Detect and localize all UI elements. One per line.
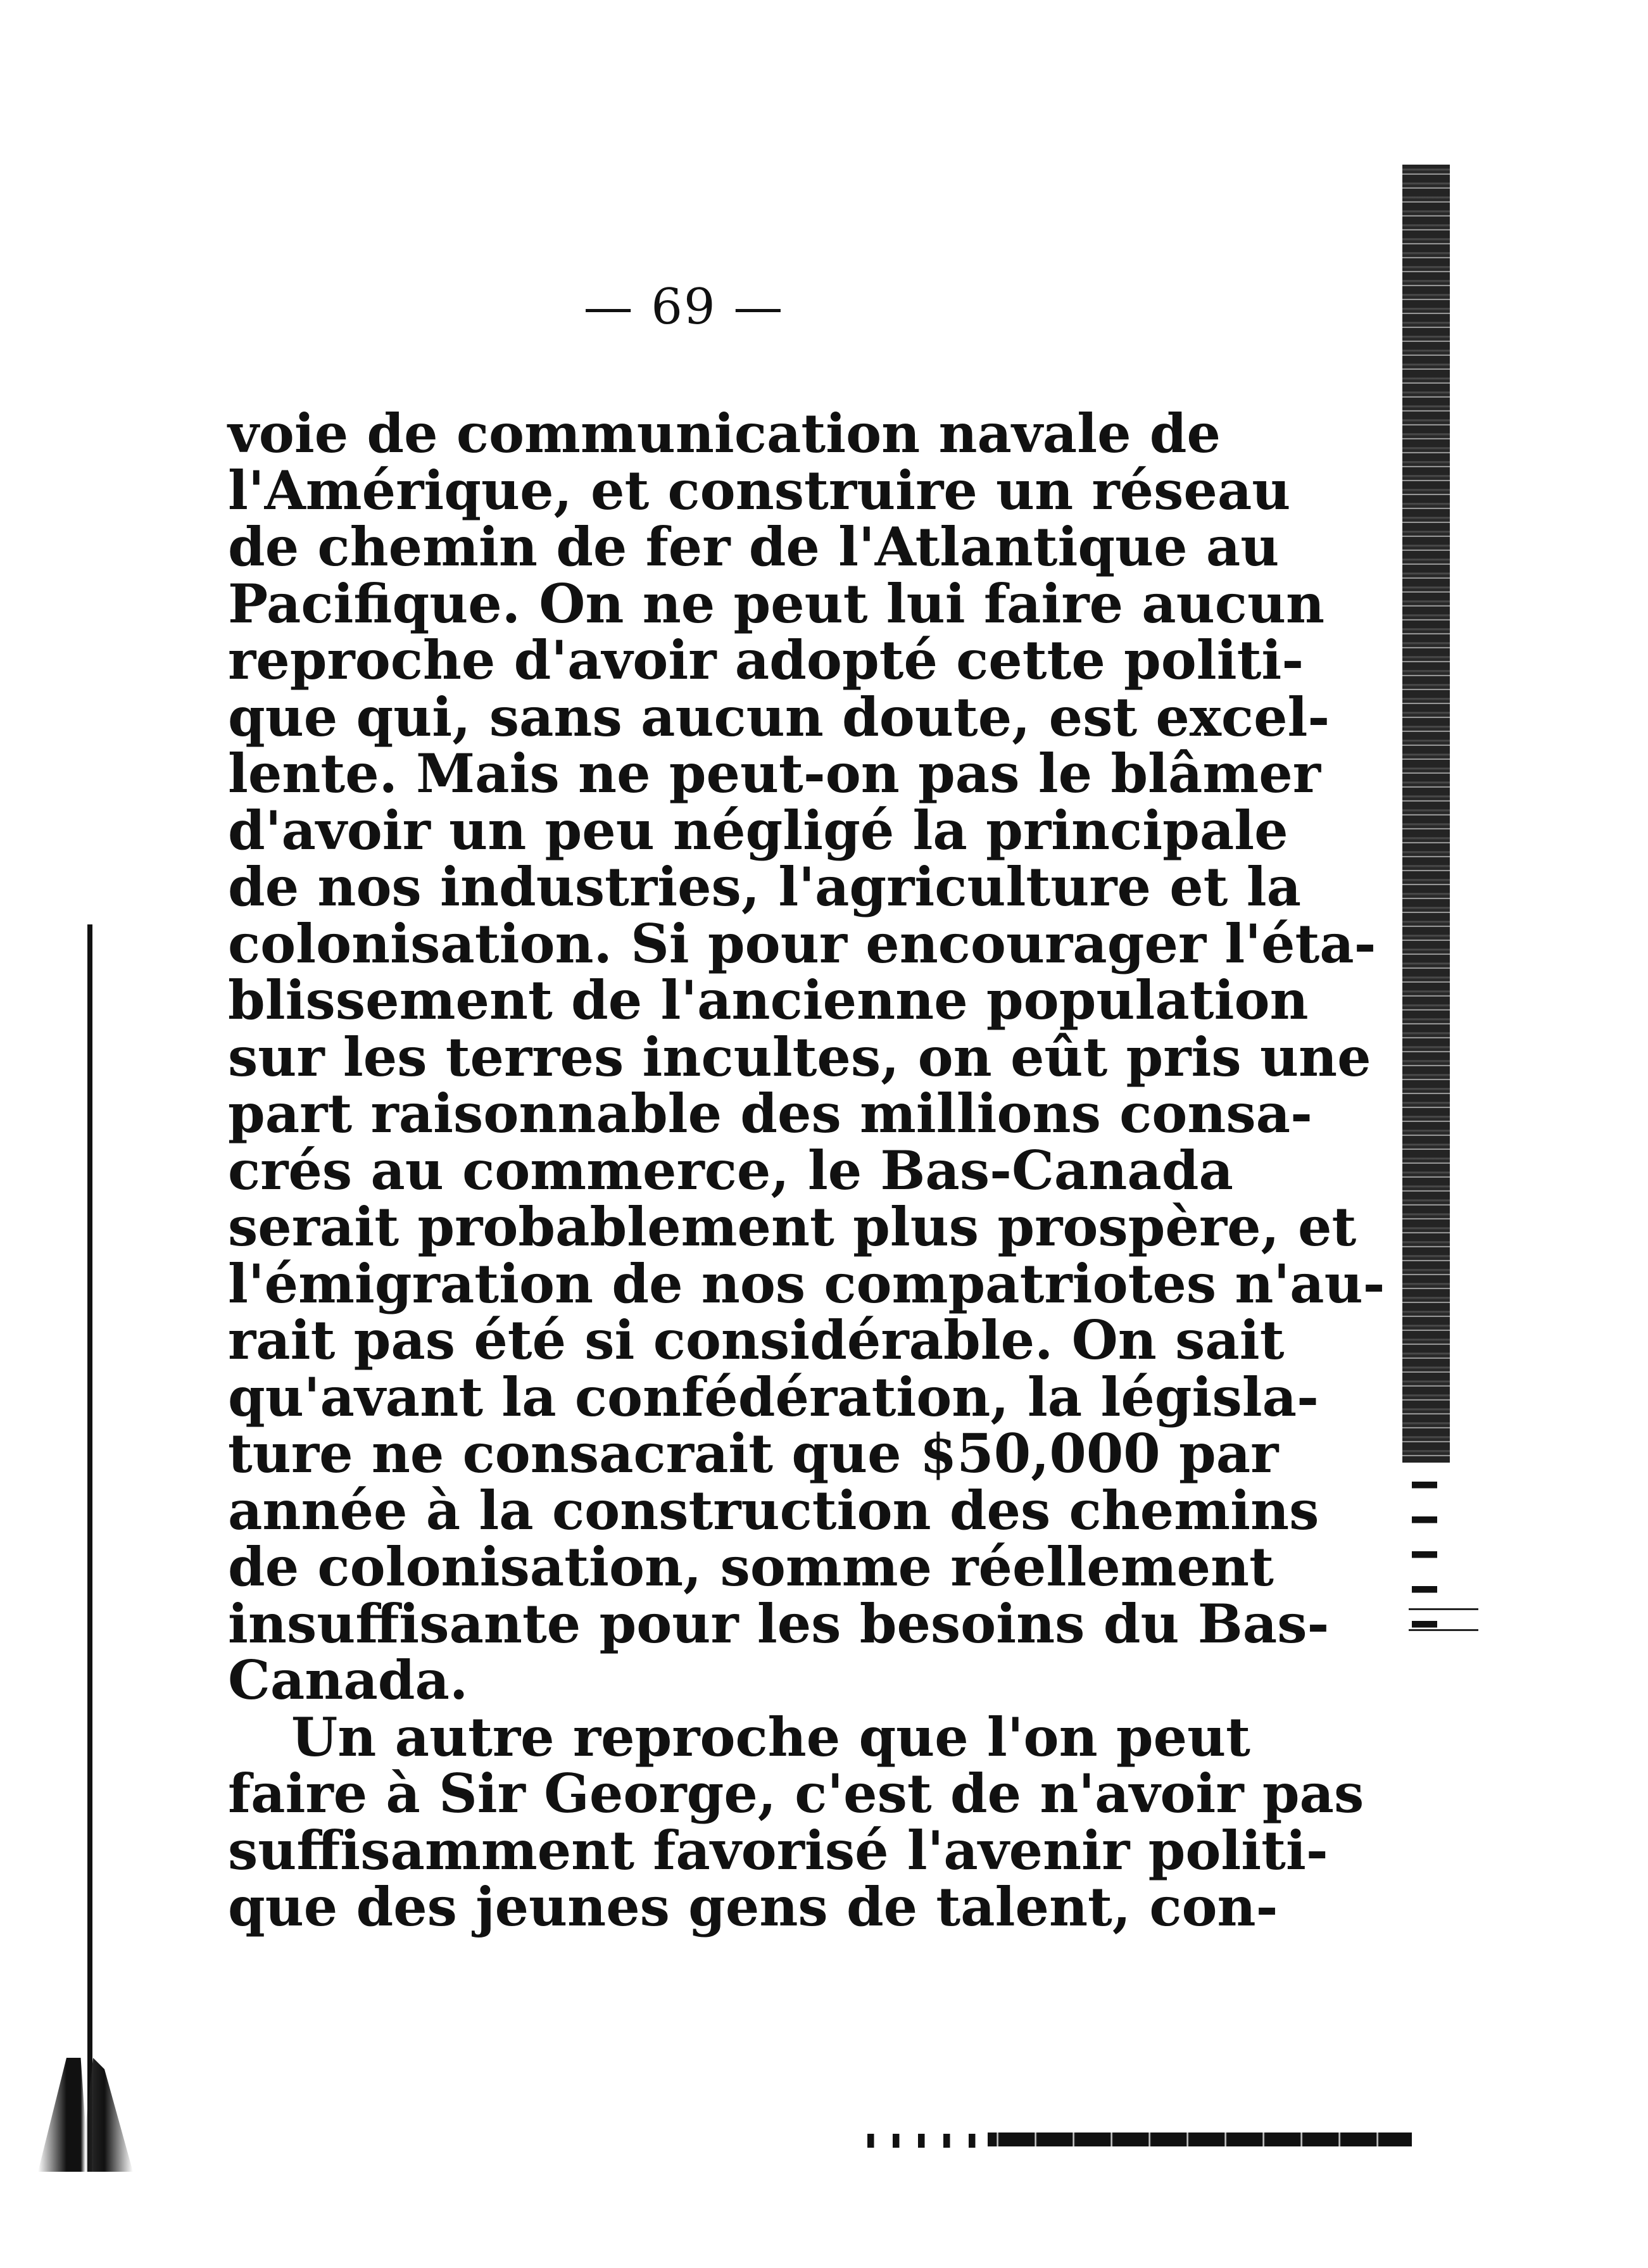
- text-line: de colonisation, somme réellement: [228, 1535, 1274, 1598]
- text-line: de nos industries, l'agriculture et la: [228, 855, 1302, 918]
- right-edge-lines: [1409, 1608, 1478, 1631]
- text-line: sur les terres incultes, on eût pris une: [228, 1025, 1371, 1088]
- text-line: faire à Sir George, c'est de n'avoir pas: [228, 1762, 1364, 1825]
- text-line: insuffisante pour les besoins du Bas-: [228, 1592, 1330, 1655]
- text-line: d'avoir un peu négligé la principale: [228, 798, 1288, 862]
- text-line: lente. Mais ne peut-on pas le blâmer: [228, 742, 1321, 805]
- text-line: qu'avant la confédération, la législa-: [228, 1365, 1319, 1428]
- text-line: colonisation. Si pour encourager l'éta-: [228, 912, 1376, 975]
- text-line: de chemin de fer de l'Atlantique au: [228, 515, 1280, 578]
- text-line: crés au commerce, le Bas-Canada: [228, 1138, 1233, 1202]
- text-line: reproche d'avoir adopté cette politi-: [228, 629, 1304, 691]
- text-line: voie de communication navale de: [228, 402, 1221, 465]
- text-line: que des jeunes gens de talent, con-: [228, 1875, 1278, 1938]
- text-line: l'émigration de nos compatriotes n'au-: [228, 1252, 1385, 1315]
- text-line: que qui, sans aucun doute, est excel-: [228, 685, 1330, 748]
- text-line: l'Amérique, et construire un réseau: [228, 458, 1291, 522]
- text-line: part raisonnable des millions consa-: [228, 1082, 1312, 1145]
- text-line: rait pas été si considérable. On sait: [228, 1309, 1285, 1371]
- text-line: suffisamment favorisé l'avenir politi-: [228, 1818, 1328, 1882]
- text-line: ture ne consacrait que $50,000 par: [228, 1422, 1279, 1485]
- text-line: année à la construction des chemins: [228, 1478, 1319, 1542]
- left-page-edge-line: [87, 924, 92, 2172]
- text-line: Un autre reproche que l'on peut: [291, 1705, 1250, 1768]
- text-line: Pacifique. On ne peut lui faire aucun: [228, 572, 1325, 635]
- bottom-page-edge-shadow: [988, 2133, 1412, 2146]
- body-text: [228, 402, 1385, 1938]
- text-line: serait probablement plus prospère, et: [228, 1195, 1357, 1258]
- text-line: blissement de l'ancienne population: [228, 969, 1309, 1031]
- bottom-edge-marks: [867, 2134, 981, 2148]
- page-number: — 69 —: [583, 279, 784, 336]
- text-line: Canada.: [228, 1649, 469, 1711]
- right-page-edge-shadow: [1402, 165, 1450, 1463]
- left-edge-smudge: [38, 2058, 133, 2172]
